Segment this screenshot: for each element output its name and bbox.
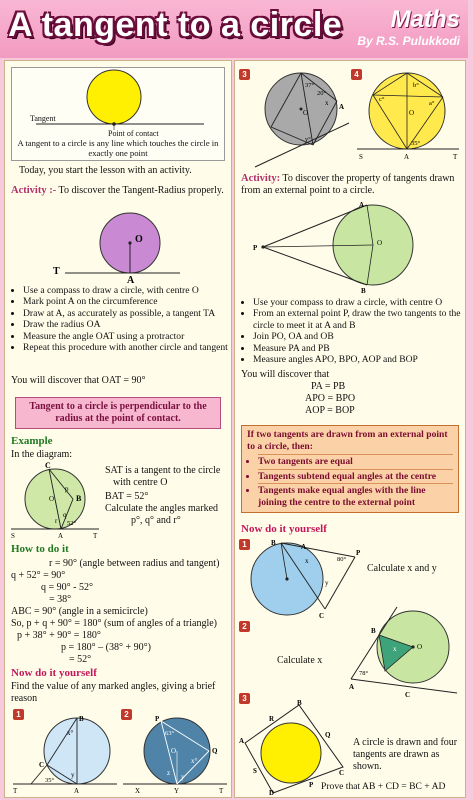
property-box: Tangent to a circle is perpendicular to the radius at the point of contact.: [15, 397, 221, 429]
fig-label-A: A: [349, 683, 355, 691]
ndiy2-heading: Now do it yourself: [241, 523, 327, 535]
result-line: APO = BPO: [305, 393, 356, 404]
author-name: By R.S. Pulukkodi: [357, 34, 460, 48]
activity1-text: To discover the Tangent-Radius properly.: [58, 185, 224, 196]
question-number: 2: [121, 709, 132, 720]
fig-label-O: O: [171, 747, 177, 755]
list-item: • Tangents make equal angles with the line joining the centre to the external point: [258, 483, 453, 509]
working-line: r = 90° (angle between radius and tangent): [49, 558, 220, 569]
activity2-figure: [249, 201, 459, 295]
result-line: AOP = BOP: [305, 405, 355, 416]
fig-label-O: O: [409, 109, 415, 117]
page-title: A tangent to a circle: [8, 6, 343, 44]
exercise4-figure: [353, 65, 463, 169]
fig-label-y: y°: [305, 136, 311, 143]
summary-box: [241, 425, 459, 513]
list-item: • Measure angles APO, BPO, AOP and BOP: [253, 354, 473, 365]
ndiy1-heading: Now do it yourself: [11, 667, 97, 679]
ndiy2-figure2: [345, 603, 461, 699]
summary-heading: If two tangents are drawn from an external point to a circle, then:: [247, 429, 448, 452]
fig-label-C: C: [39, 761, 45, 769]
working-line: p + 38° + 90° = 180°: [17, 630, 101, 641]
working-line: So, p + q + 90° = 180° (sum of angles of a triangle): [11, 618, 217, 629]
fig-label-T: T: [219, 787, 224, 795]
fig-label-x: x: [325, 99, 329, 107]
list-item: • From an external point P, draw the two tangents to the circle to meet it at A and B: [253, 308, 473, 331]
example-line: Calculate the angles marked: [105, 503, 219, 514]
fig-label-z: z: [167, 769, 171, 777]
working-line: = 38°: [49, 594, 72, 605]
header-banner: [0, 0, 468, 58]
fig-label-x: x°: [67, 729, 74, 737]
fig-label-T: T: [453, 153, 458, 161]
fig-label-P: P: [356, 549, 361, 557]
intro-box: [11, 67, 225, 161]
fig-label-A: A: [127, 275, 135, 286]
how-working: [11, 558, 229, 666]
brand-block: [357, 6, 460, 48]
list-item: • Draw at A, as accurately as possible, a tangent TA: [23, 308, 237, 319]
ndiy2-text2: Calculate x: [277, 655, 323, 666]
fig-angle-35: 35°: [45, 777, 55, 784]
activity1-heading: [11, 185, 225, 197]
result-line: PA = PB: [311, 381, 346, 392]
example-figure: [9, 461, 101, 539]
fig-angle-35: 35°: [411, 140, 421, 147]
question-number: 3: [239, 693, 250, 704]
fig-label-A: A: [239, 737, 245, 745]
fig-label-C: C: [339, 769, 345, 777]
fig-label-B: B: [79, 715, 84, 723]
right-column: [234, 60, 466, 798]
fig-label-A: A: [339, 103, 345, 111]
activity1-discover: You will discover that OAT = 90°: [11, 375, 146, 386]
example-text: [105, 465, 227, 527]
fig-label-a: a°: [429, 100, 435, 107]
fig-label-A: A: [359, 201, 365, 209]
contact-label: Point of contact: [108, 129, 159, 138]
fig-label-r: r: [55, 517, 58, 525]
fig-label-C: C: [319, 612, 325, 620]
question-number: 2: [239, 621, 250, 632]
fig-label-A: A: [404, 153, 410, 161]
ndiy1-text: Find the value of any marked angles, giving a brief reason: [11, 681, 216, 704]
fig-label-y: y: [71, 771, 75, 779]
working-line: q = 90° - 52°: [41, 582, 93, 593]
fig-label-C: C: [405, 691, 411, 699]
question-number: 3: [239, 69, 250, 80]
ndiy2-text1: Calculate x and y: [367, 563, 437, 574]
list-item: • Two tangents are equal: [258, 454, 453, 469]
list-item: • Draw the radius OA: [23, 319, 237, 330]
list-item: • Mark point A on the circumference: [23, 296, 237, 307]
list-item: • Join PO, OA and OB: [253, 331, 473, 342]
exercise3-figure: [241, 65, 351, 169]
fig-label-P: P: [309, 781, 314, 789]
tangent-label: Tangent: [30, 114, 56, 123]
question-number: 1: [13, 709, 24, 720]
list-item: • Repeat this procedure with another circle and tangent: [23, 342, 237, 353]
fig-label-b: b°: [413, 82, 419, 89]
fig-label-Q: Q: [212, 747, 218, 755]
fig-label-P: P: [155, 715, 160, 723]
example-heading: Example: [11, 435, 53, 447]
fig-label-A: A: [58, 532, 64, 540]
activity1-label: Activity :-: [11, 185, 57, 196]
fig-label-A: A: [74, 787, 80, 795]
fig-label-p: p: [65, 485, 69, 493]
fig-label-O: O: [135, 234, 143, 245]
fig-angle-52: 52°: [67, 520, 77, 527]
fig-label-x: x: [305, 557, 309, 565]
example-line: SAT is a tangent to the circle: [105, 465, 221, 476]
list-item: • Tangents subtend equal angles at the centre: [258, 469, 453, 484]
fig-label-O: O: [377, 239, 383, 247]
working-line: ABC = 90° (angle in a semicircle): [11, 606, 148, 617]
fig-label-Y: Y: [174, 787, 180, 795]
activity1-figure: [25, 211, 185, 286]
fig-label-S: S: [11, 532, 15, 540]
fig-label-B: B: [297, 699, 302, 707]
fig-label-T: T: [93, 532, 98, 540]
activity2-label: Activity:: [241, 173, 281, 184]
fig-label-A: A: [301, 543, 307, 551]
list-item: • Measure the angle OAT using a protractor: [23, 331, 237, 342]
ndiy2-prove: Prove that AB + CD = BC + AD: [321, 781, 446, 792]
example-line: with centre O: [113, 477, 168, 488]
working-line: q + 52° = 90°: [11, 570, 66, 581]
list-item: • Use a compass to draw a circle, with centre O: [23, 285, 237, 296]
example-line: p°, q° and r°: [131, 515, 181, 526]
brand-name: Maths: [390, 6, 460, 33]
example-line: BAT = 52°: [105, 491, 149, 502]
fig-label-x: x°: [191, 757, 198, 765]
fig-label-C: C: [45, 461, 51, 470]
summary-list: [247, 454, 453, 509]
left-column: [4, 60, 232, 798]
fig-label-X: X: [135, 787, 141, 795]
fig-angle-63: 63°: [165, 730, 175, 737]
activity2-text: To discover the property of tangents drawn from an external point to a circle.: [241, 173, 455, 196]
activity2-steps: [241, 297, 473, 365]
fig-label-c: c°: [379, 96, 385, 103]
fig-label-O: O: [303, 109, 309, 117]
ndiy1-figure1: [11, 713, 119, 797]
list-item: • Measure PA and PB: [253, 343, 473, 354]
how-heading: How to do it: [11, 543, 69, 555]
fig-label-D: D: [269, 789, 275, 797]
fig-label-O: O: [417, 643, 423, 651]
fig-label-O: O: [49, 495, 55, 503]
ndiy1-figure2: [121, 713, 229, 797]
fig-label-y: y: [325, 579, 329, 587]
fig-label-T: T: [13, 787, 18, 795]
fig-angle-78: 78°: [359, 670, 369, 677]
example-intro: In the diagram:: [11, 449, 73, 460]
fig-label-y: y: [181, 773, 185, 781]
activity2-heading: [241, 173, 461, 197]
fig-label-P: P: [253, 244, 258, 252]
working-line: p = 180° – (38° + 90°): [61, 642, 151, 653]
activity2-discover: You will discover that: [241, 369, 330, 380]
fig-label-B: B: [271, 539, 276, 547]
working-line: = 52°: [69, 654, 92, 665]
tangent-definition: A tangent to a circle is any line which touches the circle in exactly one point: [17, 138, 219, 158]
fig-angle-20: 20°: [317, 90, 327, 97]
activity2-results: [305, 381, 425, 417]
fig-label-Q: Q: [325, 731, 331, 739]
question-number: 4: [351, 69, 362, 80]
fig-angle-80: 80°: [337, 556, 347, 563]
fig-label-R: R: [269, 715, 275, 723]
fig-angle-37: 37°: [305, 82, 315, 89]
fig-label-x: x: [393, 645, 397, 653]
ndiy2-text3: A circle is drawn and four tangents are drawn as shown.: [353, 737, 458, 772]
fig-label-B: B: [361, 287, 366, 295]
fig-label-S: S: [253, 767, 257, 775]
fig-label-S: S: [359, 153, 363, 161]
fig-label-T: T: [53, 266, 60, 277]
list-item: • Use your compass to draw a circle, with centre O: [253, 297, 473, 308]
activity1-steps: [11, 285, 237, 353]
fig-label-B: B: [371, 627, 376, 635]
fig-label-B: B: [76, 494, 82, 503]
lesson-intro: Today, you start the lesson with an activity.: [19, 165, 192, 176]
fig-label-q: q: [63, 511, 67, 519]
question-number: 1: [239, 539, 250, 550]
